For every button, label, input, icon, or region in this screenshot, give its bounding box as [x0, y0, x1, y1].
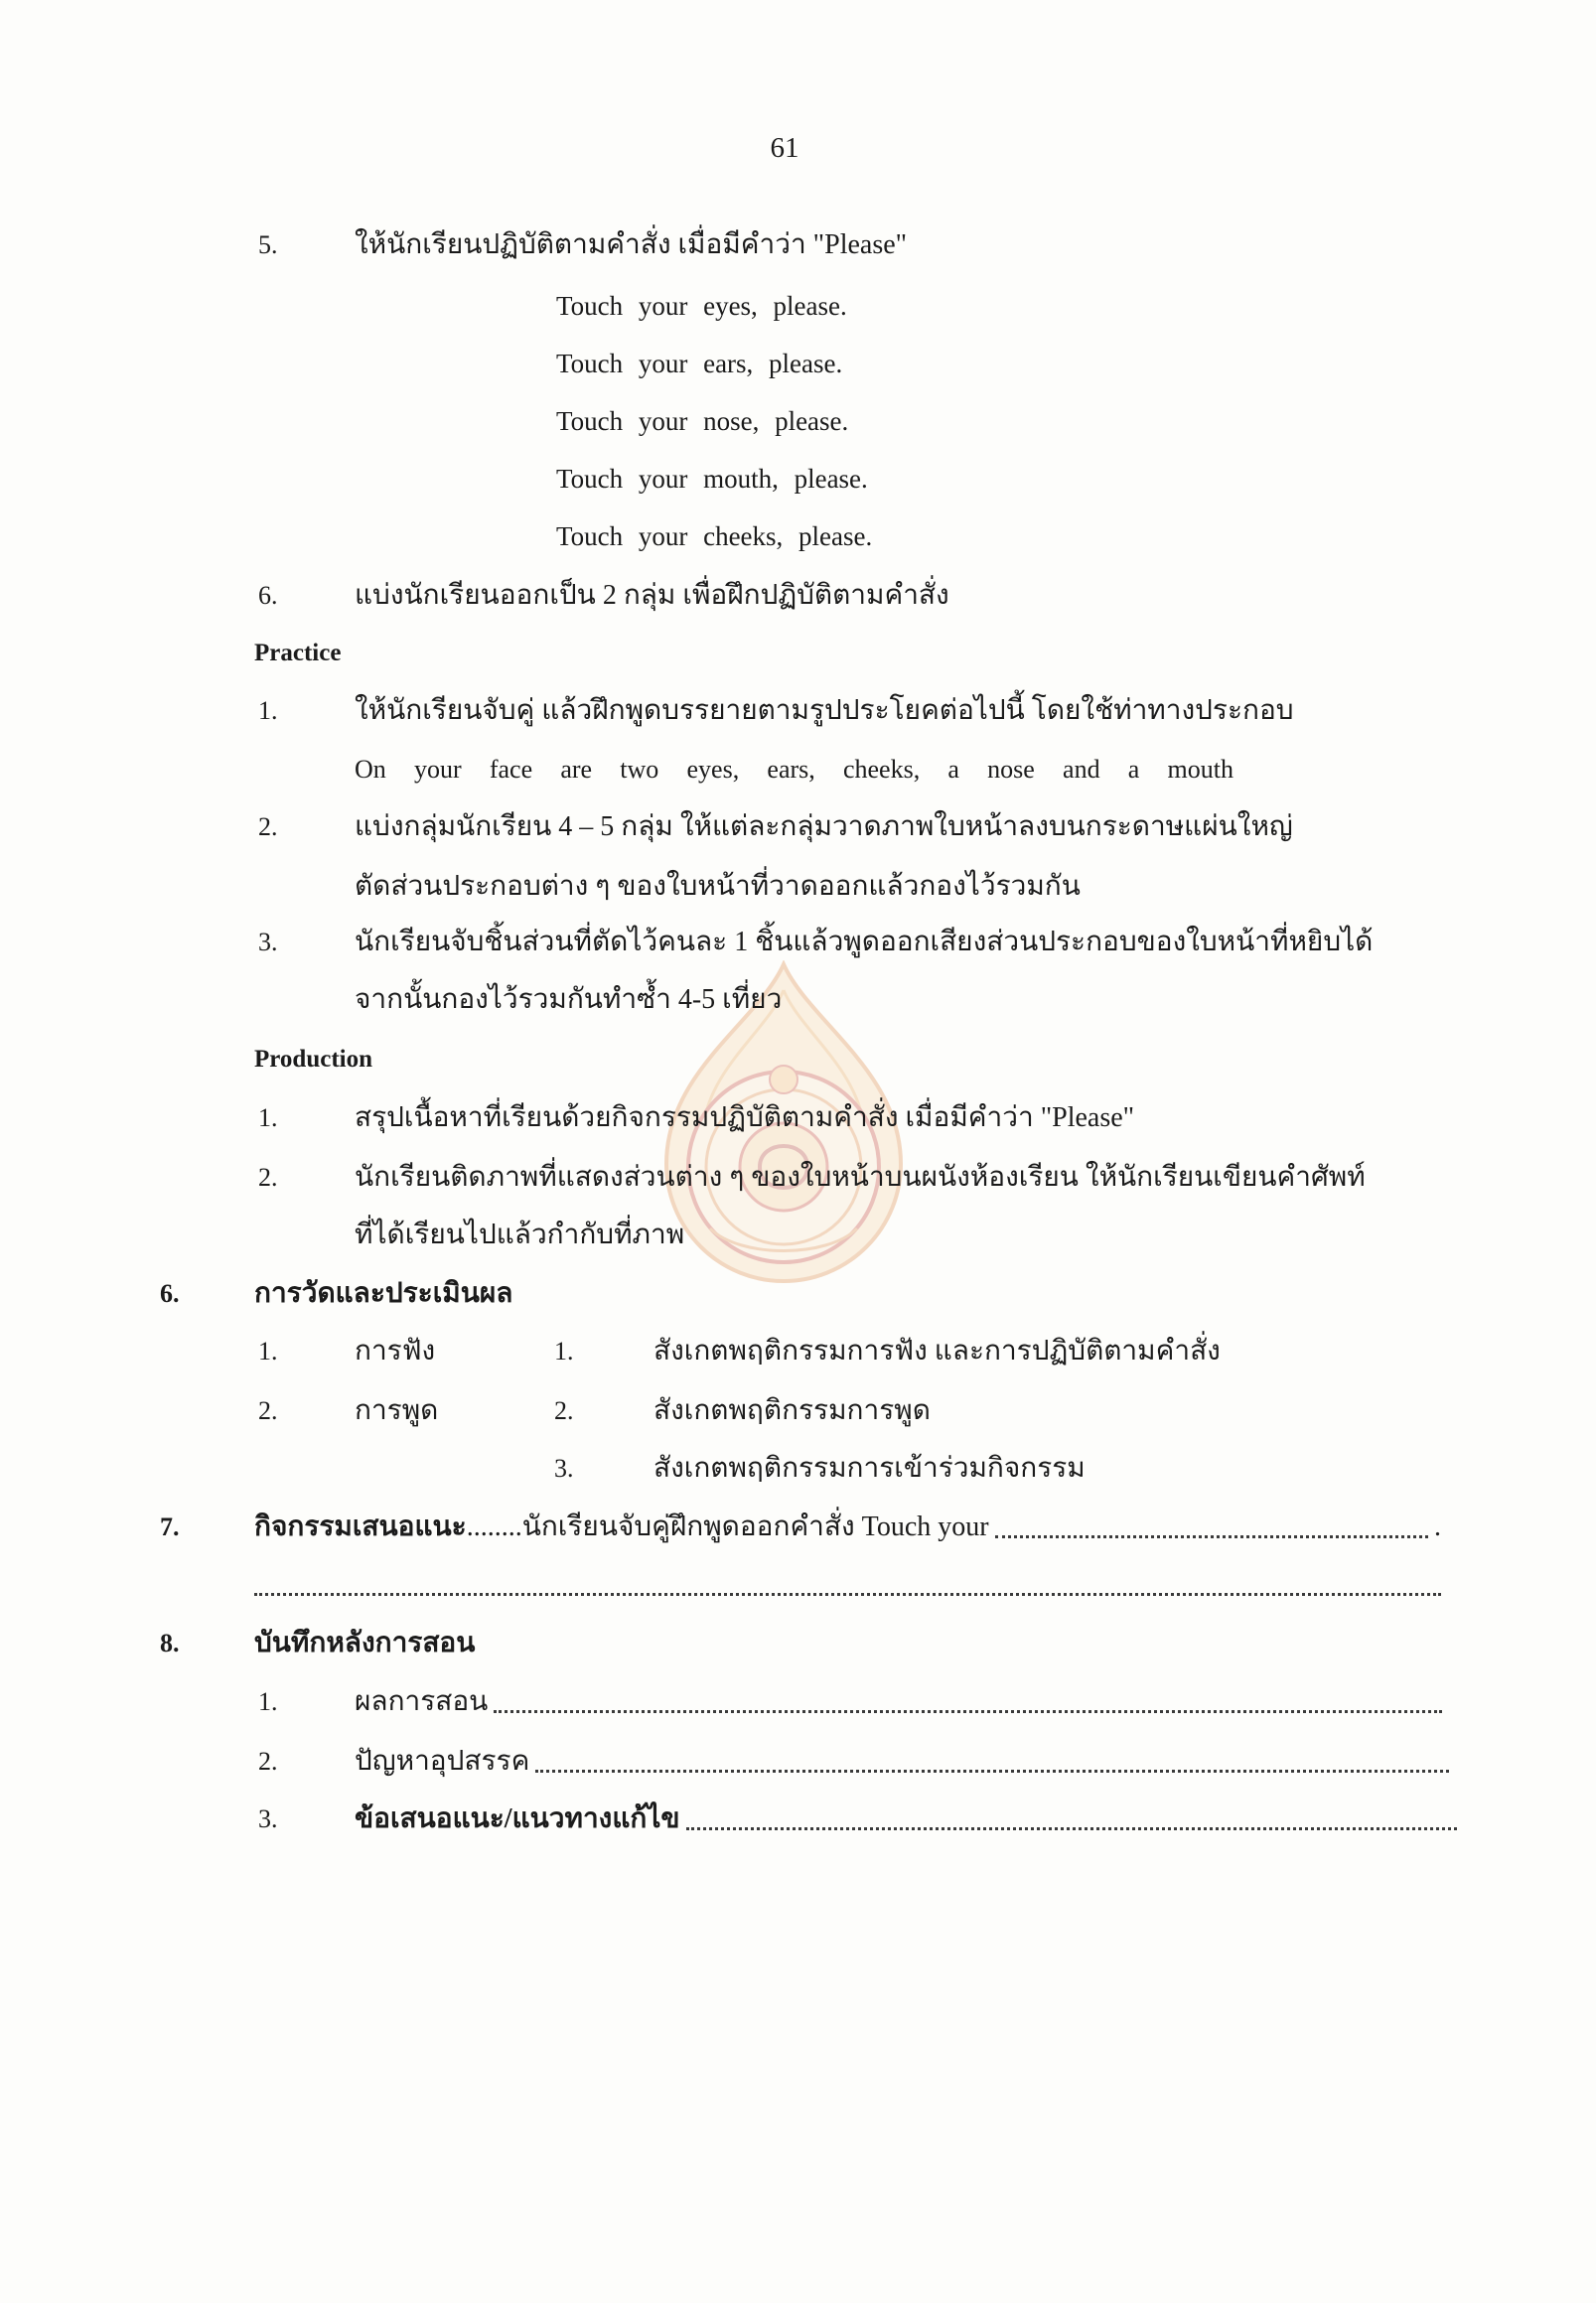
section-number: 8. [160, 1629, 180, 1657]
practice-text: แบ่งกลุ่มนักเรียน 4 – 5 กลุ่ม ให้แต่ละกลุ่มวาดภาพใบหน้าลงบนกระดาษแผ่นใหญ่ [355, 811, 1293, 842]
practice-item [0, 807, 1596, 847]
example-sentence-text: On your face are two eyes, ears, cheeks, a nose and a mouth [355, 755, 1233, 784]
notes-item-label: ปัญหาอุปสรรค [355, 1746, 530, 1777]
notes-item [355, 1799, 1463, 1839]
notes-item-label: ผลการสอน [355, 1686, 489, 1717]
production-text: ที่ได้เรียนไปแล้วกำกับที่ภาพ [355, 1220, 685, 1250]
practice-text: จากนั้นกองไว้รวมกันทำซ้ำ 4-5 เที่ยว [355, 984, 783, 1015]
practice-text: ตัดส่วนประกอบต่าง ๆ ของใบหน้าที่วาดออกแล้วกองไว้รวมกัน [355, 871, 1081, 902]
command-line [0, 516, 1596, 556]
step-text: แบ่งนักเรียนออกเป็น 2 กลุ่ม เพื่อฝึกปฏิบัติตามคำสั่ง [355, 580, 949, 611]
step-text: ให้นักเรียนปฏิบัติตามคำสั่ง เมื่อมีคำว่า "Please" [355, 229, 908, 260]
suggested-activity-end: . [1434, 1511, 1441, 1542]
dotted-leader [686, 1827, 1457, 1830]
practice-example-sentence [0, 750, 1596, 790]
evaluation-row-number: 2. [258, 1396, 278, 1425]
notes-section-heading [0, 1624, 1596, 1663]
evaluation-skill: การฟัง [355, 1336, 436, 1367]
evaluation-row [0, 1391, 1596, 1431]
command-line [0, 401, 1596, 441]
evaluation-row-number: 1. [258, 1337, 278, 1366]
command-line [0, 286, 1596, 326]
step-item [0, 225, 1596, 265]
evaluation-method-number: 2. [554, 1396, 574, 1425]
dotted-leader [494, 1710, 1442, 1713]
practice-number: 1. [258, 696, 278, 725]
command-text: Touch your cheeks, please. [556, 521, 873, 551]
evaluation-method: สังเกตพฤติกรรมการพูด [653, 1395, 931, 1426]
production-number: 2. [258, 1163, 278, 1192]
production-heading-text: Production [254, 1046, 372, 1073]
command-text: Touch your nose, please. [556, 406, 849, 436]
practice-text: ให้นักเรียนจับคู่ แล้วฝึกพูดบรรยายตามรูปประโยคต่อไปนี้ โดยใช้ท่าทางประกอบ [355, 695, 1294, 726]
notes-item [355, 1682, 1448, 1722]
notes-item-label: ข้อเสนอแนะ/แนวทางแก้ไข [355, 1803, 680, 1834]
command-line [0, 344, 1596, 383]
production-text: นักเรียนติดภาพที่แสดงส่วนต่าง ๆ ของใบหน้าบนผนังห้องเรียน ให้นักเรียนเขียนคำศัพท์ [355, 1162, 1366, 1193]
production-item [0, 1158, 1596, 1198]
production-number: 1. [258, 1103, 278, 1132]
notes-item [355, 1742, 1455, 1782]
practice-text: นักเรียนจับชิ้นส่วนที่ตัดไว้คนละ 1 ชิ้นแล้วพูดออกเสียงส่วนประกอบของใบหน้าที่หยิบได้ [355, 927, 1374, 957]
evaluation-method: สังเกตพฤติกรรมการเข้าร่วมกิจกรรม [653, 1453, 1086, 1484]
step-number: 5. [258, 230, 278, 259]
section-title: การวัดและประเมินผล [254, 1278, 513, 1309]
suggested-activity-text: ........นักเรียนจับคู่ฝึกพูดออกคำสั่ง Touch your [466, 1511, 989, 1542]
dotted-leader [535, 1770, 1449, 1773]
evaluation-skill: การพูด [355, 1395, 439, 1426]
command-text: Touch your ears, please. [556, 349, 843, 378]
step-number: 6. [258, 581, 278, 610]
evaluation-row [0, 1332, 1596, 1371]
notes-item-number: 1. [258, 1687, 278, 1716]
section-title: บันทึกหลังการสอน [254, 1628, 476, 1658]
production-item-continued [0, 1216, 1596, 1255]
practice-heading [0, 634, 1596, 673]
suggested-activity-heading: กิจกรรมเสนอแนะ [254, 1511, 467, 1542]
evaluation-method-number: 1. [554, 1337, 574, 1366]
production-heading [0, 1040, 1596, 1080]
production-text: สรุปเนื้อหาที่เรียนด้วยกิจกรรมปฏิบัติตามคำสั่ง เมื่อมีคำว่า "Please" [355, 1102, 1135, 1133]
command-text: Touch your mouth, please. [556, 464, 868, 494]
evaluation-section-heading [0, 1274, 1596, 1314]
page-number: 61 [770, 132, 799, 164]
practice-heading-text: Practice [254, 640, 342, 666]
notes-item-number: 3. [258, 1804, 278, 1833]
evaluation-method: สังเกตพฤติกรรมการฟัง และการปฏิบัติตามคำสั่ง [653, 1336, 1221, 1367]
dotted-blank-line [254, 1593, 1441, 1596]
practice-item-continued [0, 980, 1596, 1020]
command-line [0, 459, 1596, 499]
command-text: Touch your eyes, please. [556, 291, 847, 321]
production-item [0, 1098, 1596, 1138]
evaluation-row [0, 1449, 1596, 1489]
step-item [0, 576, 1596, 616]
evaluation-method-number: 3. [554, 1454, 574, 1483]
practice-number: 3. [258, 928, 278, 956]
practice-item-continued [0, 867, 1596, 907]
notes-item-number: 2. [258, 1747, 278, 1776]
practice-number: 2. [258, 812, 278, 841]
section-number: 6. [160, 1279, 180, 1308]
practice-item [0, 691, 1596, 731]
practice-item [0, 923, 1596, 962]
suggested-activity-line [254, 1508, 1441, 1547]
section-number: 7. [160, 1512, 180, 1541]
dotted-leader [995, 1535, 1428, 1538]
